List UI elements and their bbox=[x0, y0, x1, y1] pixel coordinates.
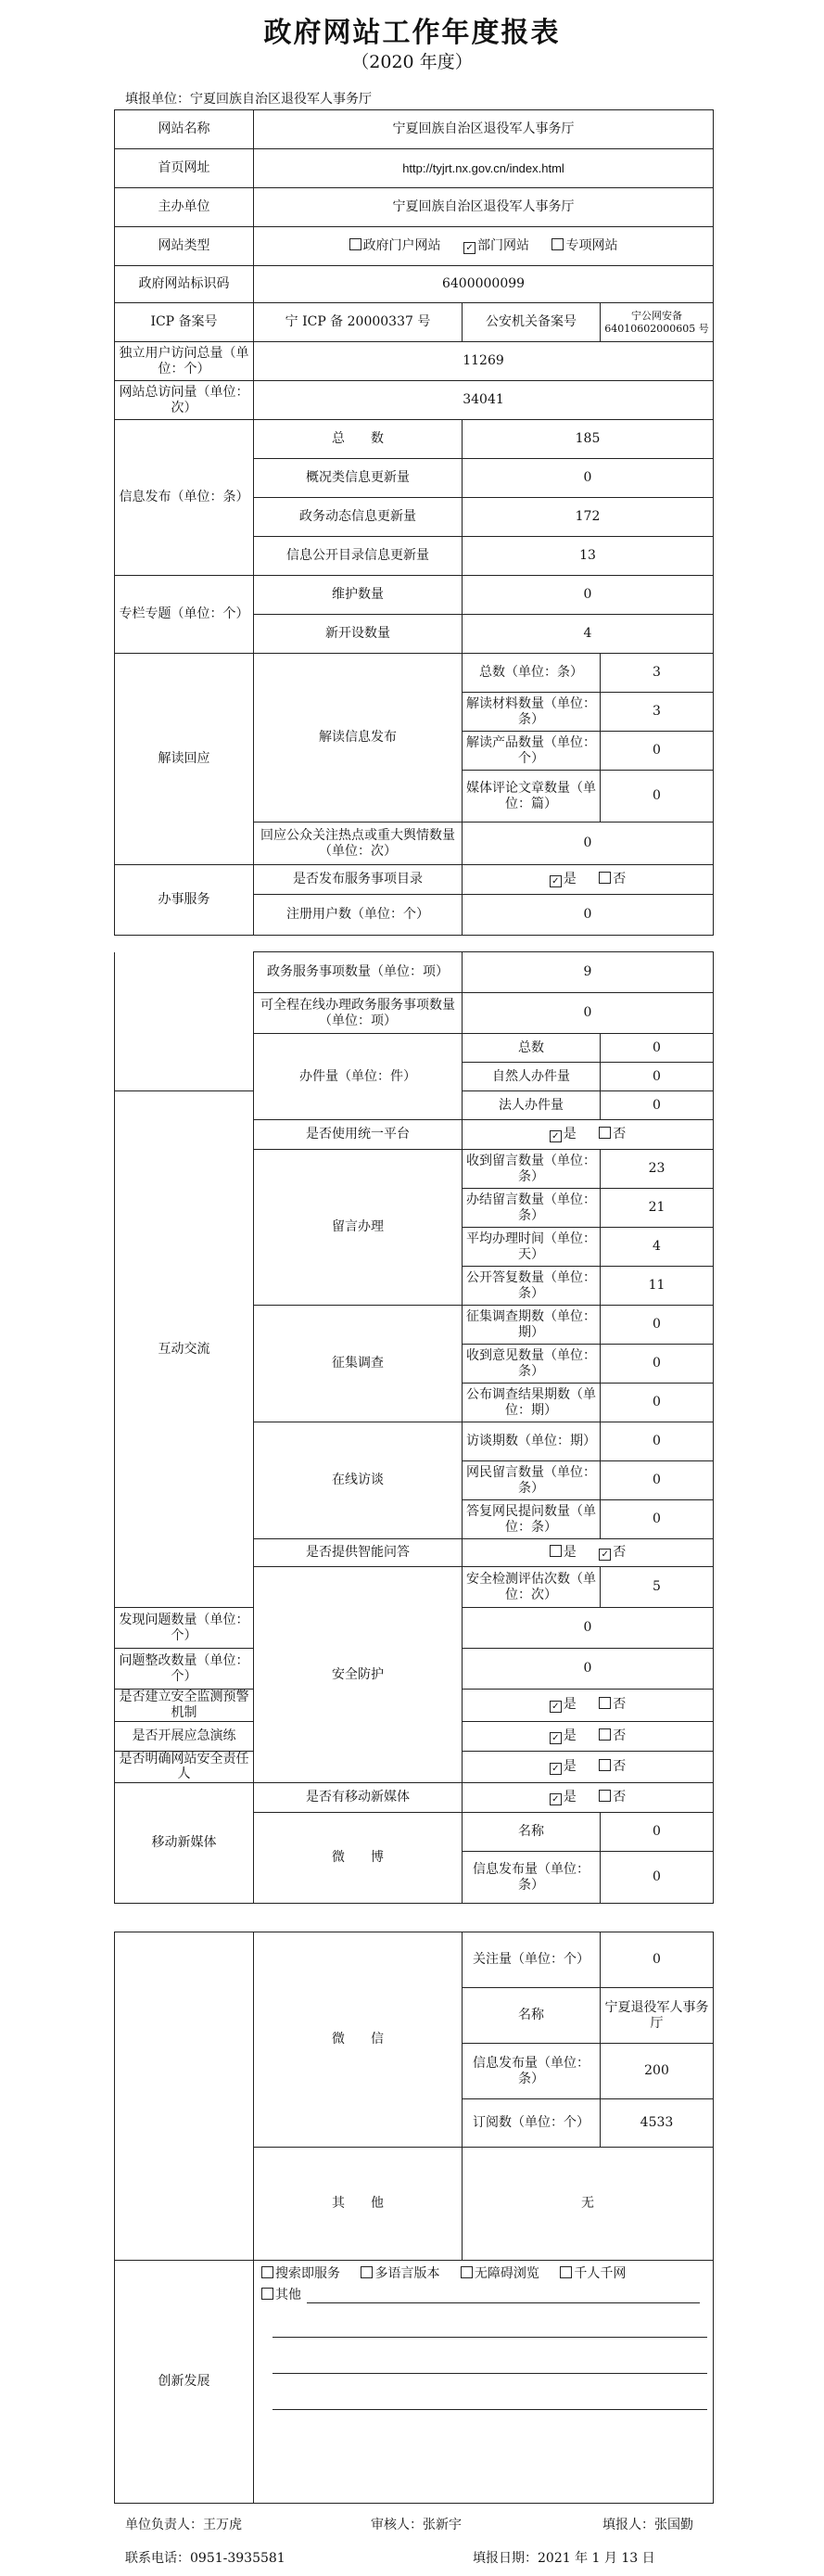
innovation-label: 创新发展 bbox=[115, 2261, 254, 2504]
wx-follow-label: 关注量（单位：个） bbox=[463, 1932, 601, 1988]
innovation-other-row bbox=[254, 2282, 713, 2303]
sponsor-label: 主办单位 bbox=[115, 188, 254, 227]
interpret-product-value: 0 bbox=[601, 732, 714, 771]
info-open-value: 13 bbox=[463, 537, 714, 576]
other-text-line[interactable] bbox=[307, 2291, 700, 2303]
site-name-label: 网站名称 bbox=[115, 110, 254, 149]
info-overview-label: 概况类信息更新量 bbox=[254, 459, 463, 498]
site-code-value: 6400000099 bbox=[254, 266, 714, 303]
info-total-value: 185 bbox=[463, 420, 714, 459]
report-year: （2020 年度） bbox=[351, 52, 473, 72]
checkbox-unchecked-icon[interactable] bbox=[550, 1545, 562, 1557]
visit-n-label: 访谈期数（单位：期） bbox=[463, 1422, 601, 1461]
interpret-response-value: 0 bbox=[463, 823, 714, 865]
duty-yes[interactable]: ✓ 是 bbox=[550, 1759, 577, 1774]
msg-avg-value: 4 bbox=[601, 1228, 714, 1267]
sec-drill-label: 是否开展应急演练 bbox=[115, 1721, 254, 1751]
service-label: 办事服务 bbox=[115, 865, 254, 936]
wx-sub-label: 订阅数（单位：个） bbox=[463, 2099, 601, 2148]
drill-no[interactable]: 否 bbox=[599, 1728, 626, 1743]
msg-pub-label: 公开答复数量（单位：条） bbox=[463, 1267, 601, 1306]
checkbox-unchecked-icon[interactable] bbox=[599, 1759, 611, 1771]
type-option-special[interactable]: 专项网站 bbox=[551, 238, 617, 253]
ai-label: 是否提供智能问答 bbox=[254, 1539, 463, 1567]
weibo-pub-label: 信息发布量（单位：条） bbox=[463, 1852, 601, 1904]
checkbox-unchecked-icon[interactable] bbox=[261, 2266, 273, 2278]
interpret-material-value: 3 bbox=[601, 693, 714, 732]
platform-yes[interactable]: ✓ 是 bbox=[550, 1127, 577, 1141]
interpret-total-value: 3 bbox=[601, 654, 714, 693]
checkbox-checked-icon[interactable]: ✓ bbox=[550, 1793, 562, 1805]
handle-total-label: 总数 bbox=[463, 1034, 601, 1063]
checkbox-checked-icon[interactable]: ✓ bbox=[599, 1549, 611, 1561]
police-value: 宁公网安备 64010602000605 号 bbox=[601, 303, 714, 342]
service-catalog-options bbox=[463, 865, 714, 895]
interpret-media-label: 媒体评论文章数量（单位：篇） bbox=[463, 771, 601, 823]
visit-q-value: 0 bbox=[601, 1461, 714, 1500]
checkbox-checked-icon[interactable]: ✓ bbox=[550, 1732, 562, 1744]
report-table-part-2 bbox=[114, 951, 714, 1904]
interpret-response-label: 回应公众关注热点或重大舆情数量（单位：次） bbox=[254, 823, 463, 865]
home-url-label: 首页网址 bbox=[115, 149, 254, 188]
info-news-label: 政务动态信息更新量 bbox=[254, 498, 463, 537]
checkbox-unchecked-icon[interactable] bbox=[599, 1728, 611, 1741]
info-open-label: 信息公开目录信息更新量 bbox=[254, 537, 463, 576]
sec-fix-value: 0 bbox=[463, 1649, 714, 1690]
wx-sub-value: 4533 bbox=[601, 2099, 714, 2148]
page-title: 政府网站工作年度报表 bbox=[263, 17, 561, 49]
wx-name-value: 宁夏退役军人事务厅 bbox=[601, 1988, 714, 2044]
report-table-part-3 bbox=[114, 1932, 714, 2504]
special-maint-value: 0 bbox=[463, 576, 714, 615]
wx-follow-value: 0 bbox=[601, 1932, 714, 1988]
sec-check-value: 5 bbox=[601, 1567, 714, 1608]
handle-corp-value: 0 bbox=[601, 1091, 714, 1120]
checkbox-unchecked-icon[interactable] bbox=[261, 2288, 273, 2300]
uv-label: 独立用户访问总量（单位：个） bbox=[115, 342, 254, 381]
service-catalog-label: 是否发布服务事项目录 bbox=[254, 865, 463, 895]
mobile-label: 移动新媒体 bbox=[115, 1783, 254, 1904]
uv-value: 11269 bbox=[254, 342, 714, 381]
weibo-pub-value: 0 bbox=[601, 1852, 714, 1904]
site-name-value: 宁夏回族自治区退役军人事务厅 bbox=[254, 110, 714, 149]
inno-multilang[interactable]: 多语言版本 bbox=[361, 2266, 439, 2281]
service-items-value: 9 bbox=[463, 952, 714, 993]
ai-yes[interactable]: 是 bbox=[550, 1545, 577, 1560]
special-new-label: 新开设数量 bbox=[254, 615, 463, 654]
mobile-has-options bbox=[463, 1783, 714, 1813]
interpret-product-label: 解读产品数量（单位：个） bbox=[463, 732, 601, 771]
checkbox-unchecked-icon[interactable] bbox=[599, 872, 611, 884]
checkbox-checked-icon[interactable]: ✓ bbox=[550, 1130, 562, 1142]
service-users-label: 注册用户数（单位：个） bbox=[254, 895, 463, 936]
survey-res-value: 0 bbox=[601, 1384, 714, 1422]
home-url-value: http://tyjrt.nx.gov.cn/index.html bbox=[254, 149, 714, 188]
survey-n-value: 0 bbox=[601, 1306, 714, 1345]
special-topic-label: 专栏专题（单位：个） bbox=[115, 576, 254, 654]
wx-pub-value: 200 bbox=[601, 2044, 714, 2099]
other-media-value: 无 bbox=[463, 2148, 714, 2261]
site-type-options bbox=[254, 227, 714, 266]
checkbox-unchecked-icon[interactable] bbox=[461, 2266, 473, 2278]
handle-person-label: 自然人办件量 bbox=[463, 1063, 601, 1091]
msg-pub-value: 11 bbox=[601, 1267, 714, 1306]
survey-op-label: 收到意见数量（单位：条） bbox=[463, 1345, 601, 1384]
checkbox-unchecked-icon[interactable] bbox=[560, 2266, 572, 2278]
weibo-label: 微 博 bbox=[254, 1813, 463, 1904]
interpret-material-label: 解读材料数量（单位：条） bbox=[463, 693, 601, 732]
wx-pub-label: 信息发布量（单位：条） bbox=[463, 2044, 601, 2099]
checkbox-checked-icon[interactable]: ✓ bbox=[550, 1763, 562, 1775]
special-new-value: 4 bbox=[463, 615, 714, 654]
sec-drill-options bbox=[463, 1721, 714, 1751]
msg-done-label: 办结留言数量（单位：条） bbox=[463, 1189, 601, 1228]
ai-no[interactable]: ✓ 否 bbox=[599, 1545, 626, 1560]
footer-date: 填报日期：2021 年 1 月 13 日 bbox=[473, 2551, 655, 2566]
sec-fix-label: 问题整改数量（单位：个） bbox=[115, 1649, 254, 1690]
visit-n-value: 0 bbox=[601, 1422, 714, 1461]
checkbox-unchecked-icon[interactable] bbox=[599, 1697, 611, 1709]
checkbox-unchecked-icon[interactable] bbox=[361, 2266, 373, 2278]
wx-name-label: 名称 bbox=[463, 1988, 601, 2044]
monitor-no[interactable]: 否 bbox=[599, 1697, 626, 1712]
checkbox-unchecked-icon[interactable] bbox=[349, 238, 361, 250]
survey-op-value: 0 bbox=[601, 1345, 714, 1384]
weibo-name-value: 0 bbox=[601, 1813, 714, 1852]
police-label: 公安机关备案号 bbox=[463, 303, 601, 342]
weibo-name-label: 名称 bbox=[463, 1813, 601, 1852]
interpret-media-value: 0 bbox=[601, 771, 714, 823]
platform-options bbox=[463, 1120, 714, 1150]
msg-avg-label: 平均办理时间（单位：天） bbox=[463, 1228, 601, 1267]
footer-filler: 填报人：张国勤 bbox=[602, 2518, 693, 2532]
special-maint-label: 维护数量 bbox=[254, 576, 463, 615]
inno-personal[interactable]: 千人千网 bbox=[560, 2266, 626, 2281]
interpret-total-label: 总数（单位：条） bbox=[463, 654, 601, 693]
info-overview-value: 0 bbox=[463, 459, 714, 498]
mobile-yes[interactable]: ✓ 是 bbox=[550, 1790, 577, 1804]
service-catalog-no[interactable]: 否 bbox=[599, 872, 626, 886]
service-handle-label: 办件量（单位：件） bbox=[254, 1034, 463, 1120]
pv-label: 网站总访问量（单位：次） bbox=[115, 381, 254, 420]
icp-label: ICP 备案号 bbox=[115, 303, 254, 342]
service-online-value: 0 bbox=[463, 993, 714, 1034]
mobile-cont-label bbox=[115, 1932, 254, 2261]
sec-issue-label: 发现问题数量（单位：个） bbox=[115, 1608, 254, 1649]
msg-recv-value: 23 bbox=[601, 1150, 714, 1189]
service-items-label: 政务服务事项数量（单位：项） bbox=[254, 952, 463, 993]
visit-q-label: 网民留言数量（单位：条） bbox=[463, 1461, 601, 1500]
sec-duty-label: 是否明确网站安全责任人 bbox=[115, 1751, 254, 1783]
reporting-unit: 填报单位：宁夏回族自治区退役军人事务厅 bbox=[125, 92, 372, 107]
interpret-pub-label: 解读信息发布 bbox=[254, 654, 463, 823]
pv-value: 34041 bbox=[254, 381, 714, 420]
service-cont-label bbox=[115, 952, 254, 1091]
checkbox-checked-icon[interactable]: ✓ bbox=[550, 1701, 562, 1713]
msg-label: 留言办理 bbox=[254, 1150, 463, 1306]
visit-a-label: 答复网民提问数量（单位：条） bbox=[463, 1500, 601, 1539]
inno-search[interactable]: 搜索即服务 bbox=[261, 2266, 340, 2281]
interpret-label: 解读回应 bbox=[115, 654, 254, 865]
service-catalog-yes[interactable]: ✓ 是 bbox=[550, 872, 577, 886]
icp-value: 宁 ICP 备 20000337 号 bbox=[254, 303, 463, 342]
footer-reviewer: 审核人：张新宇 bbox=[371, 2518, 462, 2532]
wechat-label: 微 信 bbox=[254, 1932, 463, 2148]
duty-no[interactable]: 否 bbox=[599, 1759, 626, 1774]
type-option-portal[interactable]: 政府门户网站 bbox=[349, 238, 441, 253]
innovation-row bbox=[254, 2261, 713, 2282]
blank-line bbox=[273, 2338, 707, 2374]
site-code-label: 政府网站标识码 bbox=[115, 266, 254, 303]
sponsor-value: 宁夏回族自治区退役军人事务厅 bbox=[254, 188, 714, 227]
checkbox-checked-icon[interactable]: ✓ bbox=[463, 242, 475, 254]
msg-recv-label: 收到留言数量（单位：条） bbox=[463, 1150, 601, 1189]
inno-accessible[interactable]: 无障碍浏览 bbox=[461, 2266, 539, 2281]
other-media-label: 其 他 bbox=[254, 2148, 463, 2261]
mobile-has-label: 是否有移动新媒体 bbox=[254, 1783, 463, 1813]
sec-issue-value: 0 bbox=[463, 1608, 714, 1649]
visit-label: 在线访谈 bbox=[254, 1422, 463, 1539]
survey-res-label: 公布调查结果期数（单位：期） bbox=[463, 1384, 601, 1422]
checkbox-unchecked-icon[interactable] bbox=[551, 238, 564, 250]
report-table-part-1 bbox=[114, 109, 714, 936]
innovation-options bbox=[254, 2261, 714, 2504]
msg-done-value: 21 bbox=[601, 1189, 714, 1228]
platform-no[interactable]: 否 bbox=[599, 1127, 626, 1141]
type-option-department[interactable]: ✓ 部门网站 bbox=[463, 238, 529, 253]
security-label: 安全防护 bbox=[254, 1567, 463, 1783]
ai-options bbox=[463, 1539, 714, 1567]
site-type-label: 网站类型 bbox=[115, 227, 254, 266]
survey-n-label: 征集调查期数（单位：期） bbox=[463, 1306, 601, 1345]
platform-label: 是否使用统一平台 bbox=[254, 1120, 463, 1150]
footer-leader: 单位负责人：王万虎 bbox=[125, 2518, 242, 2532]
checkbox-checked-icon[interactable]: ✓ bbox=[550, 875, 562, 887]
handle-corp-label: 法人办件量 bbox=[463, 1091, 601, 1120]
sec-check-label: 安全检测评估次数（单位：次） bbox=[463, 1567, 601, 1608]
mobile-no[interactable]: 否 bbox=[599, 1790, 626, 1804]
interact-label: 互动交流 bbox=[115, 1091, 254, 1608]
blank-line bbox=[273, 2303, 707, 2338]
inno-other[interactable]: 其他 bbox=[261, 2288, 301, 2303]
sec-duty-options bbox=[463, 1751, 714, 1783]
service-users-value: 0 bbox=[463, 895, 714, 936]
handle-total-value: 0 bbox=[601, 1034, 714, 1063]
monitor-yes[interactable]: ✓ 是 bbox=[550, 1697, 577, 1712]
info-total-label: 总 数 bbox=[254, 420, 463, 459]
checkbox-unchecked-icon[interactable] bbox=[599, 1127, 611, 1139]
checkbox-unchecked-icon[interactable] bbox=[599, 1790, 611, 1802]
footer-phone: 联系电话：0951-3935581 bbox=[125, 2551, 285, 2566]
drill-yes[interactable]: ✓ 是 bbox=[550, 1728, 577, 1743]
blank-line bbox=[273, 2374, 707, 2410]
visit-a-value: 0 bbox=[601, 1500, 714, 1539]
info-release-label: 信息发布（单位：条） bbox=[115, 420, 254, 576]
survey-label: 征集调查 bbox=[254, 1306, 463, 1422]
handle-person-value: 0 bbox=[601, 1063, 714, 1091]
sec-monitor-label: 是否建立安全监测预警机制 bbox=[115, 1690, 254, 1722]
info-news-value: 172 bbox=[463, 498, 714, 537]
sec-monitor-options bbox=[463, 1690, 714, 1722]
service-online-label: 可全程在线办理政务服务事项数量（单位：项） bbox=[254, 993, 463, 1034]
